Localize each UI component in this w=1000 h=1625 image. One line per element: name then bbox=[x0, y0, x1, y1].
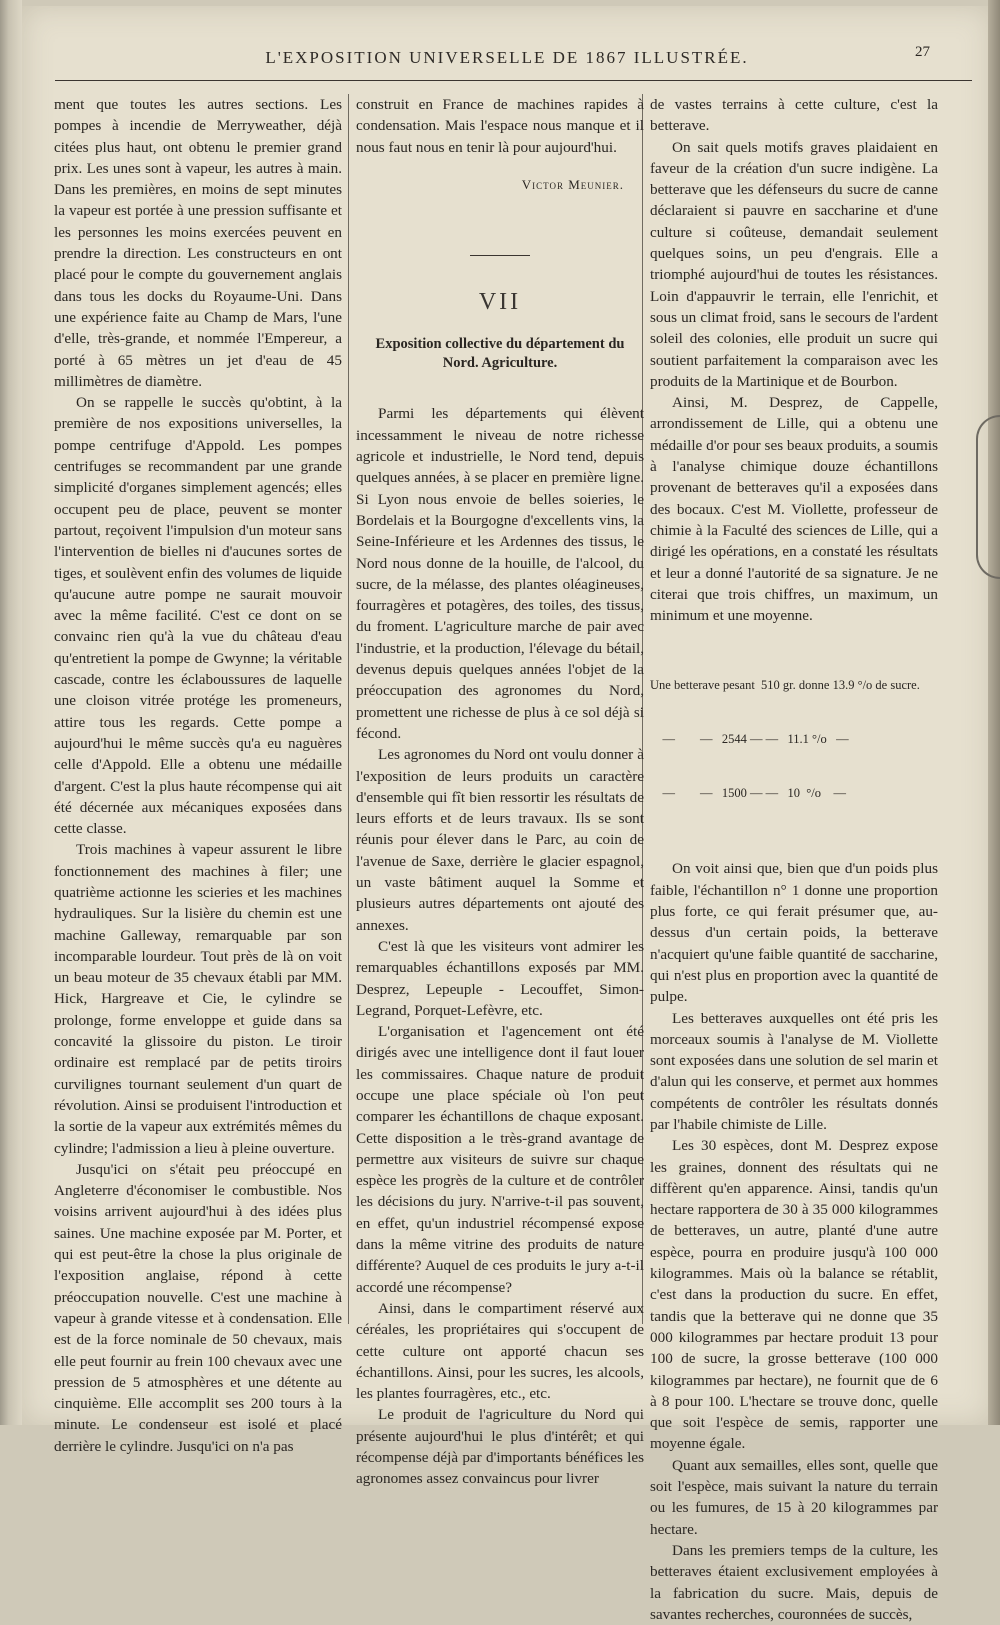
paragraph: On voit ainsi que, bien que d'un poids plus faible, l'échantillon n° 1 donne une proportion plus forte, ce qui ferait présumer que, au-dessus d'un certain poids, la betterave n'acquiert qu'une faible quantité de saccharine, qui n'est plus en proportion avec la quantité de pulpe. bbox=[650, 860, 938, 1006]
newspaper-page bbox=[22, 6, 992, 1623]
column-divider bbox=[348, 94, 349, 1324]
paragraph: de vastes terrains à cette culture, c'est la betterave. bbox=[650, 96, 938, 135]
column-2 bbox=[356, 94, 644, 1490]
header-rule bbox=[55, 80, 972, 81]
paragraph: ment que toutes les autres sections. Les pompes à incendie de Merryweather, déjà citées plus haut, ont obtenu le premier grand prix. Les unes sont à vapeur, les autres à main. Dans les premières, en moins de sept minutes la vapeur est portée à une pression suffisante et les personnes les moins exercées peuvent en prendre la direction. Les constructeurs en ont placé pour le compte du gouvernement anglais dans tous les docks du Royaume-Uni. Dans une expérience faite au Champ de Mars, l'une d'elle, très-grande, et nommée l'Empereur, a porté à 65 mètres un jet d'eau de 45 millimètres de diamètre. bbox=[54, 96, 342, 390]
paragraph: Ainsi, dans le compartiment réservé aux céréales, les propriétaires qui s'occupent de cette culture ont apporté chacun ses échantillons. Ainsi, pour les sucres, les alcools, les plantes fourragères, etc., etc. bbox=[356, 1299, 644, 1403]
paragraph: L'organisation et l'agencement ont été dirigés avec une intelligence dont il faut louer les commissaires. Chaque nature de produit occupe une place spéciale où l'on peut comparer les échantillons de chaque exposant. Cette disposition a le très-grand avantage de permettre aux visiteurs de suivre sur chaque espèce les progrès de la culture et de contrôler les décisions du jury. N'arrive-t-il pas souvent, en effet, qu'un industriel récompensé expose dans la même vitrine des produits de nature différente? Auquel de ces produits le jury a-t-il accordé une récompense? bbox=[356, 1023, 644, 1296]
table-row: — — 2544 — — 11.1 °/o — bbox=[650, 732, 849, 747]
paragraph: Trois machines à vapeur assurent le libre fonctionnement des machines à filer; une quatrième actionne les scieries et les machines hydrauliques. Sur la lisière du chemin est une machine Galleway, remarquable par son incomparable lourdeur. Tout près de là on voit un beau moteur de 35 chevaux établi par MM. Hick, Hargreave et Cie, le cylindre se prolonge, forme enveloppe et guide dans sa concavité la glissoire du piston. Le tiroir ordinaire est remplacé par de petits tiroirs curvilignes tournant seulement d'un quart de révolution. Ainsi se produisent l'introduction et la sortie de la vapeur aux extrémités mêmes du cylindre; l'admission a lieu à pleine ouverture. bbox=[54, 841, 342, 1157]
adjacent-page-edge bbox=[0, 0, 22, 1425]
paragraph: Le produit de l'agriculture du Nord qui présente aujourd'hui le plus d'intérêt; et qui récompense déjà par d'importants bénéfices les agronomes assez convaincus pour livrer bbox=[356, 1406, 644, 1488]
paragraph: C'est là que les visiteurs vont admirer les remarquables échantillons exposés par MM. Desprez, Lepeuple - Lecouffet, Simon-Legrand, Porquet-Lefèvre, etc. bbox=[356, 937, 644, 1019]
header-title: L'EXPOSITION UNIVERSELLE DE 1867 ILLUSTRÉE. bbox=[265, 48, 749, 67]
page-number: 27 bbox=[915, 44, 930, 60]
section-number: VII bbox=[478, 289, 522, 316]
paragraph: Quant aux semailles, elles sont, quelle que soit l'espèce, mais suivant la nature du terrain ou les fumures, de 15 à 20 kilogrammes par hectare. bbox=[650, 1456, 938, 1538]
paragraph: Les 30 espèces, dont M. Desprez expose les graines, donnent des résultats qui ne diffèrent qu'en apparence. Ainsi, tandis qu'un hectare rapportera de 30 à 35 000 kilogrammes de betteraves, un autre, planté d'une autre espèce, pourra en produire jusqu'à 100 000 kilogrammes. Mais où la balance se rétablit, c'est dans la production du sucre. En effet, tandis que la betterave qui ne donne que 35 000 kilogrammes par hectare produit 13 pour 100 de sucre, la grosse betterave (100 000 kilogrammes par hectare), ne fournit que de 6 à 8 pour 100. L'hectare se trouve donc, quelle que soit l'espèce de semis, rapporter une moyenne égale. bbox=[650, 1137, 938, 1453]
paragraph: construit en France de machines rapides à condensation. Mais l'espace nous manque et il nous faut nous en tenir là pour aujourd'hui. bbox=[356, 96, 644, 156]
paragraph: Ainsi, M. Desprez, de Cappelle, arrondissement de Lille, qui a obtenu une médaille d'or pour ses beaux produits, a soumis à l'analyse chimique douze échantillons provenant de betteraves qu'il a exposées dans des bocaux. C'est M. Viollette, professeur de chimie à la Faculté des sciences de Lille, qui a dirigé les opérations, en a constaté les résultats et leur a donné l'autorité de sa signature. Je ne citerai que trois chiffres, un maximum, un minimum et une moyenne. bbox=[650, 394, 938, 625]
binder-clip bbox=[976, 415, 1000, 579]
table-row: Une betterave pesant 510 gr. donne 13.9 °/o de sucre. bbox=[650, 678, 920, 693]
table-row: — — 1500 — — 10 °/o — bbox=[650, 786, 846, 801]
page-header bbox=[22, 44, 992, 74]
paragraph: Les agronomes du Nord ont voulu donner à l'exposition de leurs produits un caractère d'ensemble qui fît bien ressortir les résultats de leurs efforts et de leurs travaux. Ils se sont réunis pour élever dans le Parc, au coin de l'avenue de Saxe, derrière le glacier espagnol, un vaste bâtiment auquel la Somme et plusieurs autres départements ont ajouté des annexes. bbox=[356, 746, 644, 934]
author-signature: Victor Meunier. bbox=[521, 176, 624, 192]
column-3 bbox=[650, 94, 938, 1625]
paragraph: Jusqu'ici on s'était peu préoccupé en Angleterre d'économiser le combustible. Nos voisins arrivent aujourd'hui à des idées plus saines. Une machine exposée par M. Porter, et qui est peut-être la chose la plus originale de l'exposition anglaise, répond à cette préoccupation nouvelle. C'est une machine à vapeur à grande vitesse et à condensation. Elle est de la force nominale de 50 chevaux, mais elle peut fournir au frein 100 chevaux avec une pression de 5 atmosphères et une détente au cinquième. Elle accomplit ses 200 tours à la minute. Le condenseur est isolé et placé derrière le cylindre. Jusqu'ici on n'a pas bbox=[54, 1160, 342, 1455]
paragraph: Dans les premiers temps de la culture, les betteraves étaient exclusivement employées à la fabrication du sucre. Mais, depuis de savantes recherches, couronnées de succès, bbox=[650, 1541, 938, 1623]
section-separator bbox=[470, 255, 530, 256]
paragraph: Parmi les départements qui élèvent incessamment le niveau de notre richesse agricole et industrielle, le Nord tend, depuis quelques années, à se placer en première ligne. Si Lyon nous envoie de belles soieries, le Bordelais et la Bourgogne d'excellents vins, la Seine-Inférieure et les Ardennes des tissus, le Nord nous donne de la houille, de l'alcool, du sucre, de la mélasse, des plantes oléagineuses, fourragères et potagères, des toiles, des tissus, du froment. L'agriculture marche de pair avec l'industrie, et la production, l'élevage du bétail, devenus depuis quelques années l'objet de la préoccupation des agronomes du Nord, promettent une richesse de plus à ce sol déjà si fécond. bbox=[356, 405, 644, 742]
sugar-content-table bbox=[650, 640, 938, 838]
column-1 bbox=[54, 94, 342, 1457]
paragraph: On se rappelle le succès qu'obtint, à la première de nos expositions universelles, la pompe centrifuge d'Appold. Les pompes centrifuges se recommandent par une grande simplicité d'organes simplement agencés; elles occupent peu de place, peuvent se monter partout, reçoivent l'impulsion d'un moteur sans l'intervention de bielles ni d'aucunes sortes de tiges, et soulèvent enfin des volumes de liquide qu'aucune autre pompe ne saurait mouvoir avec la même facilité. C'est ce dont on se convainc rien qu'à la vue du château d'eau qu'entretient la pompe de Gwynne; la véritable cascade, contre les éclaboussures de laquelle une cloison vitrée protége les promeneurs, attire tous les regards. Cette pompe a aujourd'hui le même succès qu'a eu naguères celle d'Appold. Elle a obtenu une médaille d'argent. C'est la plus haute récompense qui ait été décernée aux mécaniques exposées dans cette classe. bbox=[54, 394, 342, 838]
page-edge-shadow bbox=[988, 0, 1000, 1425]
paragraph: Les betteraves auxquelles ont été pris les morceaux soumis à l'analyse de M. Viollette sont exposées dans une solution de sel marin et d'alun qui les conserve, et permet aux hommes compétents de contrôler les résultats donnés par l'habile chimiste de Lille. bbox=[650, 1009, 938, 1133]
section-title: Exposition collective du département du Nord. Agriculture. bbox=[375, 336, 625, 372]
paragraph: On sait quels motifs graves plaidaient en faveur de la création d'un sucre indigène. La betterave que les défenseurs du sucre de canne déclaraient si pauvre en saccharine et d'une culture si coûteuse, demandait seulement quelques soins, un peu d'engrais. Elle a triomphé aujourd'hui de toutes les résistances. Loin d'appauvrir le terrain, elle l'enrichit, et sous un climat froid, sans le secours de l'ardent soleil des colonies, elle produit un sucre qui soutient parfaitement la comparaison avec les produits de la Martinique et de Bourbon. bbox=[650, 138, 938, 390]
